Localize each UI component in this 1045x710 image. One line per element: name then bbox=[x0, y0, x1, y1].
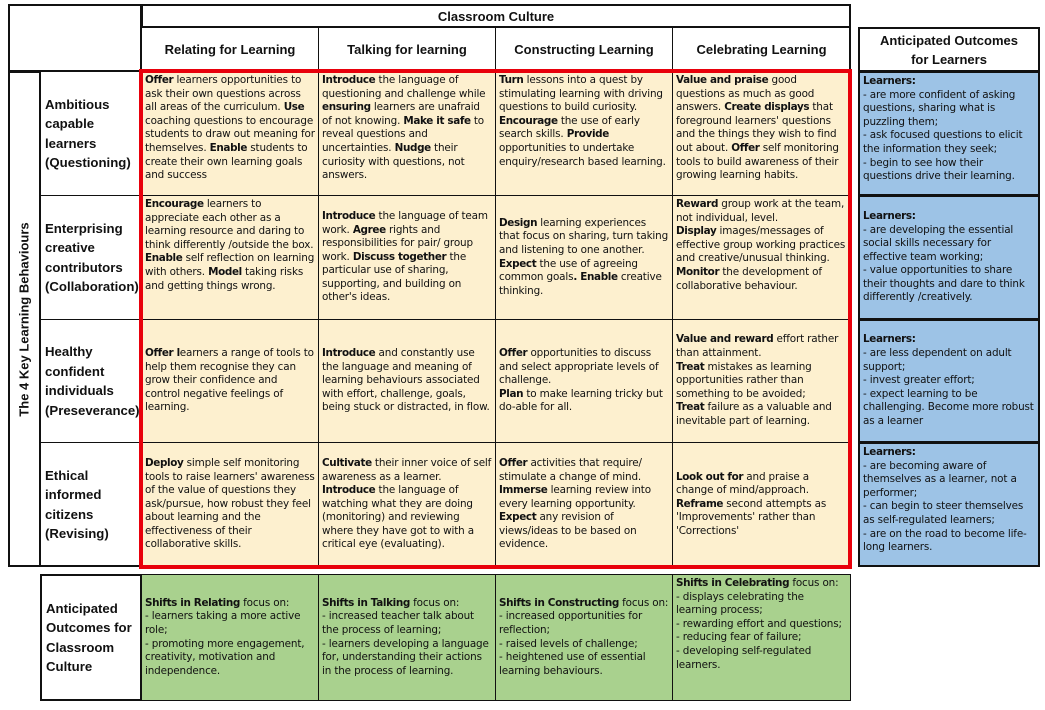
action-verb: Offer bbox=[731, 141, 760, 154]
cell-text-run: any revision of views/ideas to be based on evidence. bbox=[499, 511, 637, 551]
culture-outcome-text bbox=[676, 577, 847, 672]
cell-text-run: failure as a valuable and inevitable part of learning. bbox=[676, 401, 832, 427]
action-verb: Encourage bbox=[499, 114, 558, 127]
cell-text-run: rights and responsibilities for pair/ group work. bbox=[322, 223, 473, 263]
action-verb: Offer bbox=[499, 347, 528, 360]
shift-item: - raised levels of challenge; bbox=[499, 637, 638, 650]
action-verb: Value and praise bbox=[676, 74, 769, 86]
culture-outcomes-label-text: Anticipated Outcomes for Classroom Culture bbox=[46, 600, 132, 674]
action-verb: Use bbox=[283, 101, 305, 114]
cell-text-run: the use of agreeing common goals bbox=[499, 257, 638, 284]
corner-cell bbox=[8, 4, 142, 72]
action-verb: Expect bbox=[499, 511, 537, 524]
shift-title: Shifts in Relating bbox=[145, 596, 240, 609]
shift-focus-text: focus on: bbox=[410, 596, 460, 609]
cell-text-run: second attempts as 'Improvements' rather than 'Corrections' bbox=[676, 497, 827, 537]
column-header-celebrating: Celebrating Learning bbox=[672, 27, 851, 72]
classroom-culture-header: Classroom Culture bbox=[141, 4, 851, 28]
outcomes-for-learners-title: Anticipated Outcomes for Learners bbox=[880, 32, 1018, 67]
action-verb: Offer bbox=[145, 74, 174, 86]
action-verb: Treat bbox=[676, 360, 705, 373]
action-verb: Cultivate bbox=[322, 456, 372, 469]
cell-text-run: to reveal questions and uncertainties. bbox=[322, 114, 485, 154]
learner-outcome-item: - are becoming aware of themselves as a learner, not a performer; bbox=[863, 459, 1017, 499]
side-label: The 4 Key Learning Behaviours bbox=[17, 221, 32, 417]
learner-outcome-item: - are less dependent on adult support; bbox=[863, 347, 1012, 373]
action-verb: Offer bbox=[499, 456, 528, 469]
learner-outcome-item: - invest greater effort; bbox=[863, 374, 975, 387]
row-label-text: Healthy confident individuals (Preseverance) bbox=[45, 344, 140, 418]
row-label-perseverance bbox=[40, 319, 142, 443]
action-verb: Look out for bbox=[676, 470, 744, 483]
action-verb: Value and reward bbox=[676, 333, 774, 346]
learner-outcome-cell bbox=[858, 442, 1040, 567]
learner-outcome-cell bbox=[858, 319, 1040, 443]
learner-outcome-item: - are on the road to become life-long learners. bbox=[863, 527, 1027, 554]
outcomes-for-learners-header bbox=[858, 27, 1040, 72]
culture-outcome-text bbox=[499, 597, 669, 679]
cell-text-run: good questions as much as good answers. bbox=[676, 74, 815, 114]
cell-text-run: learners to appreciate each other as a learning resource and daring to think differently /outside the box. bbox=[145, 198, 314, 251]
action-verb: ensuring bbox=[322, 101, 371, 114]
learner-outcome-item: - can begin to steer themselves as self-regulated learners; bbox=[863, 500, 1024, 526]
learner-outcome-heading: Learners: bbox=[863, 333, 916, 346]
shift-item: - learners developing a language for, understanding their actions in the process of learning. bbox=[322, 637, 489, 677]
action-verb: Model bbox=[208, 265, 242, 278]
action-verb: Deploy bbox=[145, 456, 184, 469]
learner-outcome-heading: Learners: bbox=[863, 446, 916, 458]
cell-text-run: their inner voice of self awareness as a learner. bbox=[322, 456, 492, 483]
cell-text-run: the use of early search skills. bbox=[499, 114, 640, 141]
cell-text-run: self monitoring tools to build awareness of their growing learning habits. bbox=[676, 141, 839, 182]
action-verb: Create displays bbox=[724, 101, 810, 114]
cell-text-run: coaching questions to encourage students to draw out meaning for themselves. bbox=[145, 114, 315, 154]
cell-text-run: simple self monitoring tools to raise learners' awareness of the value of questions they ask/pursue, how robust they feel about learning and the effectiveness of their collaborative skills. bbox=[145, 456, 315, 551]
shift-item: - promoting more engagement, creativity, motivation and independence. bbox=[145, 637, 305, 677]
cell-text-run: learning experiences that focus on sharing, turn taking and listening to one another. bbox=[499, 216, 669, 256]
learner-outcome-cell bbox=[858, 195, 1040, 320]
row-label-text: Ethical informed citizens (Revising) bbox=[45, 467, 109, 541]
learner-outcome-text bbox=[863, 75, 1035, 184]
cell-text-run: creative thinking. bbox=[499, 271, 662, 297]
cell-text-run: that foreground learners' questions and the things they wish to find out about. bbox=[676, 101, 837, 154]
shift-item: - learners taking a more active role; bbox=[145, 610, 301, 636]
learner-outcome-heading: Learners: bbox=[863, 75, 916, 87]
culture-outcome-talking bbox=[318, 574, 496, 701]
cell-text-run: learners are unafraid of not knowing. bbox=[322, 101, 480, 127]
action-verb: Design bbox=[499, 216, 538, 229]
cell-text-run: opportunities to undertake enquiry/research based learning. bbox=[499, 141, 666, 168]
shift-item: - rewarding effort and questions; bbox=[676, 617, 842, 630]
cell-text-run: effort rather than attainment. bbox=[676, 333, 839, 360]
cell-text-run: and constantly use the language and meaning of learning behaviours associated with effort, challenge, goals, being stuck or distracted, in flow. bbox=[322, 347, 490, 414]
action-verb: Reward bbox=[676, 198, 719, 210]
column-header-constructing: Constructing Learning bbox=[495, 27, 673, 72]
action-verb: Nudge bbox=[394, 141, 431, 154]
action-verb: Treat bbox=[676, 401, 705, 414]
action-verb: Introduce bbox=[322, 347, 376, 360]
cell-text-run: the particular use of sharing, supporting, and building on other's ideas. bbox=[322, 250, 467, 304]
cell-text-run: taking risks and getting things wrong. bbox=[145, 265, 304, 292]
learner-outcome-item: - are developing the essential social skills necessary for effective team working; bbox=[863, 223, 1014, 263]
cell-text-run: the language of team work. bbox=[322, 209, 488, 236]
learner-outcome-item: - are more confident of asking questions, sharing what is puzzling them; bbox=[863, 88, 1016, 128]
shift-item: - displays celebrating the learning process; bbox=[676, 590, 804, 617]
cell-text-run: learners opportunities to ask their own questions across all areas of the curriculum. bbox=[145, 74, 302, 114]
cell-text-run: the language of watching what they are doing (monitoring) and reviewing where they have got to with a critical eye (evaluating). bbox=[322, 484, 474, 551]
action-verb: Introduce bbox=[322, 484, 376, 497]
shift-item: - reducing fear of failure; bbox=[676, 631, 802, 644]
cell-text-run: students to create their own learning goals and success bbox=[145, 141, 308, 182]
cell-text-run: learning review into every learning opportunity. bbox=[499, 484, 651, 510]
shift-title: Shifts in Constructing bbox=[499, 596, 619, 609]
cell-text-run: images/messages of effective group working practices and creative/unusual thinking. bbox=[676, 225, 846, 265]
column-header-relating: Relating for Learning bbox=[141, 27, 319, 72]
row-label-revising bbox=[40, 442, 142, 567]
shift-title: Shifts in Talking bbox=[322, 596, 410, 609]
cell-text-run: and praise a change of mind/approach. bbox=[676, 470, 809, 497]
culture-outcome-relating bbox=[141, 574, 319, 701]
learner-outcome-text bbox=[863, 333, 1035, 428]
row-label-collaboration bbox=[40, 195, 142, 320]
row-label-text: Enterprising creative contributors (Collaboration) bbox=[45, 220, 139, 294]
shift-item: - developing self-regulated learners. bbox=[676, 644, 812, 671]
cell-text-run: self reflection on learning with others. bbox=[145, 252, 315, 278]
learner-outcome-cell bbox=[858, 71, 1040, 196]
cell-text-run: earners a range of tools to help them recognise they can grow their confidence and control negative feelings of learning. bbox=[145, 347, 314, 414]
culture-outcome-celebrating bbox=[672, 574, 851, 701]
cell-text-run: their curiosity with questions, not answers. bbox=[322, 141, 465, 182]
shift-focus-text: focus on: bbox=[618, 596, 669, 609]
cell-text-run: activities that require/ stimulate a change of mind. bbox=[499, 456, 642, 483]
action-verb: Monitor bbox=[676, 265, 720, 278]
shift-focus-text: focus on: bbox=[240, 596, 290, 609]
learner-outcome-item: - expect learning to be challenging. Become more robust as a learner bbox=[863, 387, 1034, 427]
action-verb: Discuss together bbox=[352, 250, 447, 263]
learner-outcome-item: - begin to see how their questions drive their learning. bbox=[863, 156, 1015, 183]
row-label-text: Ambitious capable learners (Questioning) bbox=[45, 96, 131, 170]
shift-focus-text: focus on: bbox=[789, 577, 839, 589]
cell-text-run: opportunities to discuss and select appropriate levels of challenge. bbox=[499, 347, 659, 387]
learner-outcome-text bbox=[863, 210, 1035, 305]
action-verb: Plan bbox=[499, 387, 524, 400]
cell-text-run: to make learning tricky but do-able for all. bbox=[499, 387, 663, 414]
shift-title: Shifts in Celebrating bbox=[676, 577, 790, 589]
culture-outcomes-label bbox=[40, 574, 142, 701]
action-verb: Enable bbox=[145, 252, 183, 265]
action-verb: Offer l bbox=[145, 347, 180, 360]
learner-outcome-heading: Learners: bbox=[863, 209, 916, 222]
action-verb: Reframe bbox=[676, 497, 724, 510]
action-verb: Introduce bbox=[322, 74, 376, 86]
column-header-talking: Talking for learning bbox=[318, 27, 496, 72]
culture-outcome-text bbox=[145, 597, 315, 679]
action-verb: Turn bbox=[499, 74, 524, 86]
cell-text-run: lessons into a quest by stimulating learning with driving questions to build curiosity. bbox=[499, 74, 663, 114]
action-verb: . Enable bbox=[573, 271, 618, 284]
cell-text-run: mistakes as learning opportunities rather than something to be avoided; bbox=[676, 360, 812, 400]
action-verb: Make it safe bbox=[403, 114, 471, 127]
cell-text-run: group work at the team, not individual, level. bbox=[676, 198, 845, 224]
action-verb: Provide bbox=[566, 128, 609, 141]
action-verb: Enable bbox=[209, 141, 248, 154]
action-verb: Agree bbox=[352, 223, 386, 236]
action-verb: Encourage bbox=[145, 198, 204, 210]
shift-item: - increased teacher talk about the process of learning; bbox=[322, 610, 474, 636]
highlight-border bbox=[139, 69, 852, 569]
action-verb: Display bbox=[676, 225, 717, 238]
cell-text-run: the development of collaborative behaviour. bbox=[676, 265, 822, 292]
cell-text-run: the language of questioning and challenge while bbox=[322, 74, 486, 100]
culture-outcome-text bbox=[322, 597, 492, 679]
shift-item: - increased opportunities for reflection; bbox=[499, 610, 643, 636]
shift-item: - heightened use of essential learning behaviours. bbox=[499, 651, 646, 677]
learner-outcome-item: - value opportunities to share their thoughts and dare to think differently /creatively. bbox=[863, 264, 1025, 304]
action-verb: Immerse bbox=[499, 484, 548, 497]
row-label-questioning bbox=[40, 71, 142, 196]
learner-outcome-text bbox=[863, 446, 1035, 555]
culture-outcome-constructing bbox=[495, 574, 673, 701]
learner-outcome-item: - ask focused questions to elicit the information they seek; bbox=[863, 129, 1023, 155]
side-label-cell bbox=[8, 71, 41, 567]
action-verb: Expect bbox=[499, 257, 537, 270]
action-verb: Introduce bbox=[322, 209, 376, 222]
